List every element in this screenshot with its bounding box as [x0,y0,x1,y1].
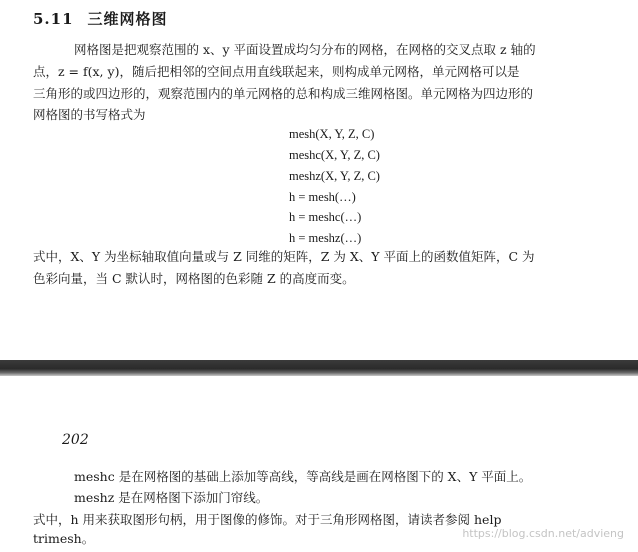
formula-mesh: mesh(X, Y, Z, C) [289,127,375,141]
section-title: 三维网格图 [87,10,168,28]
formula-h-meshc: h = meshc(…) [289,210,362,224]
intro-line: 网格图的书写格式为 [33,107,146,122]
continued-line: meshc 是在网格图的基础上添加等高线，等高线是画在网格图下的 X、Y 平面上。 [74,469,532,484]
page-number: 202 [62,432,89,448]
intro-line: 点，z = f(x, y)，随后把相邻的空间点用直线联起来，则构成单元网格，单元网格可以是 [33,64,520,79]
formula-h-meshz: h = meshz(…) [289,231,362,245]
section-heading [33,8,168,29]
formula-h-mesh: h = mesh(…) [289,190,356,204]
continued-line: trimesh。 [33,531,95,546]
explain-line: 色彩向量，当 C 默认时，网格图的色彩随 Z 的高度而变。 [33,271,355,286]
section-number: 5.11 [33,10,74,28]
continued-line: 式中，h 用来获取图形句柄，用于图像的修饰。对于三角形网格图，请读者参阅 help [33,512,502,527]
intro-line: 三角形的或四边形的，观察范围内的单元网格的总和构成三维网格图。单元网格为四边形的 [33,86,534,101]
formula-meshz: meshz(X, Y, Z, C) [289,169,380,183]
page-divider [0,360,638,376]
explain-line: 式中，X、Y 为坐标轴取值向量或与 Z 同维的矩阵，Z 为 X、Y 平面上的函数值矩阵，C 为 [33,249,535,264]
continued-line: meshz 是在网格图下添加门帘线。 [74,490,269,505]
formula-meshc: meshc(X, Y, Z, C) [289,148,380,162]
intro-line: 网格图是把观察范围的 x、y 平面设置成均匀分布的网格，在网格的交叉点取 z 轴的 [74,42,536,57]
watermark-url: https://blog.csdn.net/advieng [462,527,624,540]
